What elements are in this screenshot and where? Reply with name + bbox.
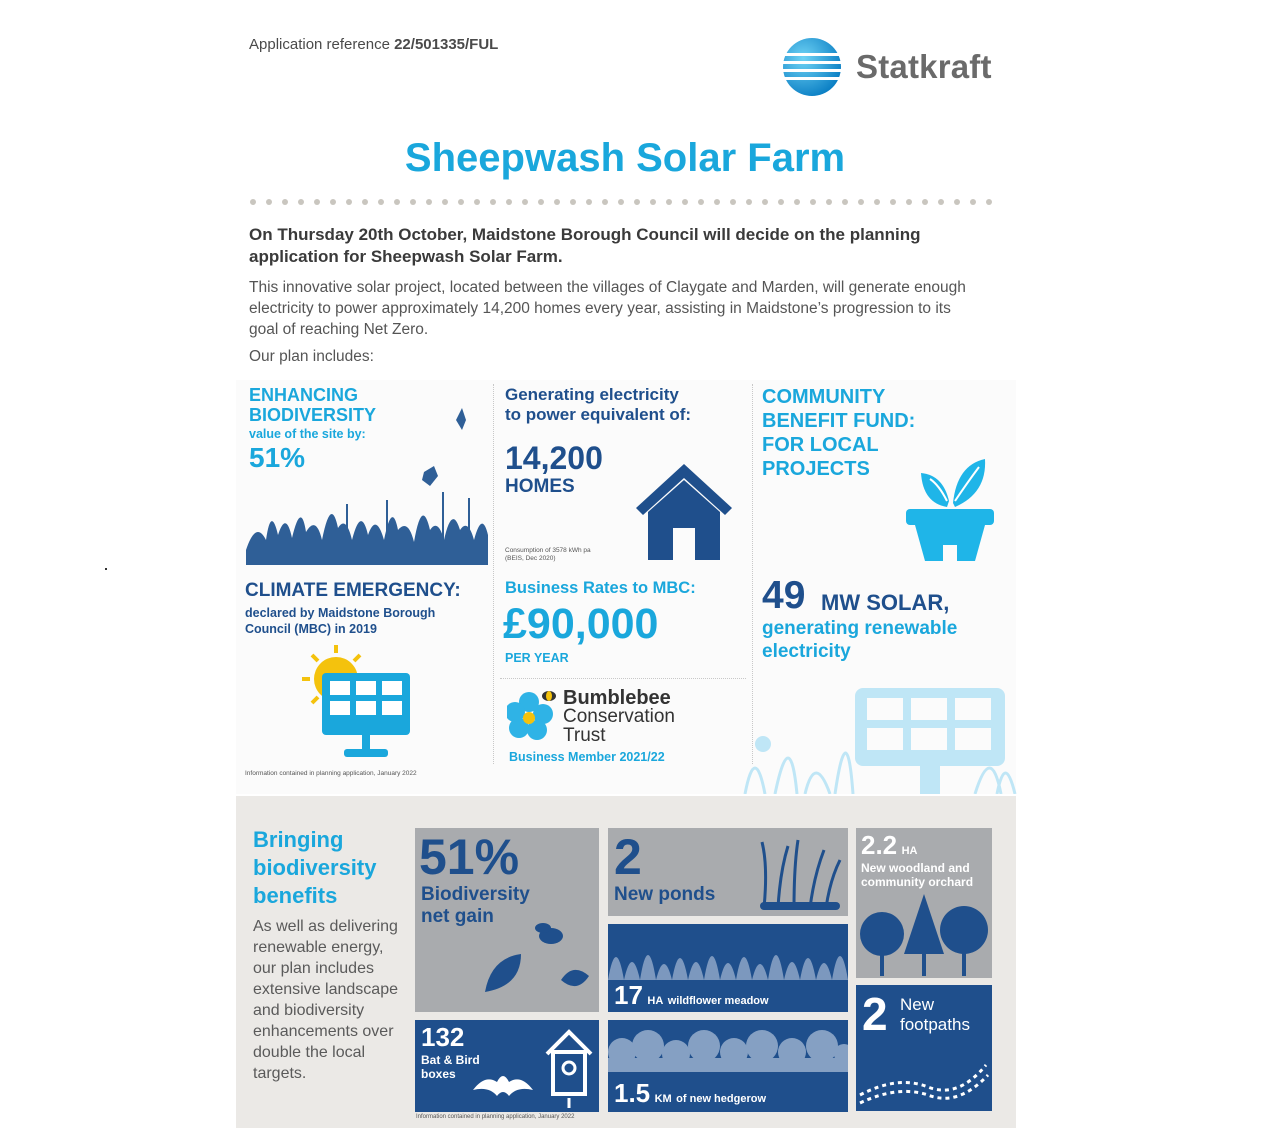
- climate-card-subtitle: [245, 605, 435, 637]
- divider-dot: [762, 199, 768, 205]
- plan-intro: Our plan includes:: [249, 348, 374, 365]
- label-line: Biodiversity: [421, 884, 530, 905]
- label-line: New woodland and: [861, 861, 970, 875]
- climate-card-title: CLIMATE EMERGENCY:: [245, 580, 461, 601]
- sun-solar-panel-icon: [300, 643, 416, 761]
- benefits-planning-note: Information contained in planning application, January 2022: [416, 1114, 575, 1120]
- planning-note: Information contained in planning application, January 2022: [245, 770, 417, 777]
- divider-dot: [522, 199, 528, 205]
- divider-dot: [650, 199, 656, 205]
- community-card-subtitle: [762, 433, 879, 481]
- sub-line: Council (MBC) in 2019: [245, 622, 377, 636]
- house-icon: [634, 462, 734, 560]
- divider-dot: [298, 199, 304, 205]
- bumblebee-trust-name: Conservation: [563, 706, 675, 727]
- reference-prefix: Application reference: [249, 36, 390, 53]
- stray-dot: [105, 568, 107, 570]
- divider-dot: [490, 199, 496, 205]
- divider-dot: [698, 199, 704, 205]
- hedgerow-icon: [608, 1024, 848, 1076]
- benefits-title: [253, 826, 376, 910]
- woodland-value: [861, 830, 918, 861]
- divider-dot: [826, 199, 832, 205]
- ponds-tile: [608, 828, 848, 916]
- solar-unit: MW SOLAR,: [821, 590, 950, 615]
- community-card-title: [762, 385, 915, 433]
- meadow-unit: HA: [647, 995, 664, 1007]
- net-gain-tile: [415, 828, 599, 1012]
- biodiversity-card-value: 51%: [249, 442, 306, 473]
- label-line: community orchard: [861, 875, 974, 889]
- benefits-text: As well as delivering renewable energy, our plan includes extensive landscape and biodiversity enhancements over double the local targets.: [253, 918, 398, 1082]
- bat-birdbox-icon: [465, 1024, 597, 1110]
- divider-dot: [746, 199, 752, 205]
- biodiversity-card-subtitle: value of the site by:: [249, 427, 366, 441]
- divider-dot: [330, 199, 336, 205]
- hedgerow-number: 1.5: [614, 1078, 651, 1108]
- meadow-butterflies-icon: [246, 400, 488, 565]
- divider-dot: [666, 199, 672, 205]
- divider-dot: [362, 199, 368, 205]
- plant-pot-icon: [903, 455, 997, 563]
- footpath-icon: [858, 1055, 990, 1105]
- divider-dot: [986, 199, 992, 205]
- intro-lead: On Thursday 20th October, Maidstone Borough Council will decide on the planning application for Sheepwash Solar Farm.: [249, 225, 921, 266]
- divider-dot: [506, 199, 512, 205]
- divider-dot: [426, 199, 432, 205]
- divider-dot: [282, 199, 288, 205]
- hedgerow-value: [614, 1078, 766, 1109]
- divider-dot: [538, 199, 544, 205]
- sub-line: FOR LOCAL: [762, 434, 879, 456]
- divider-dot: [346, 199, 352, 205]
- divider-dot: [842, 199, 848, 205]
- hedgerow-tile: [608, 1020, 848, 1112]
- label-line: footpaths: [900, 1015, 970, 1034]
- trees-icon: [858, 890, 990, 976]
- divider-dot: [714, 199, 720, 205]
- divider-dot: [634, 199, 640, 205]
- bumblebee-trust-name: Trust: [563, 725, 606, 746]
- sub-line: PROJECTS: [762, 458, 870, 480]
- note-line: (BEIS, Dec 2020): [505, 555, 556, 562]
- divider-dot: [922, 199, 928, 205]
- solar-subtitle: [762, 617, 957, 663]
- bee-leaves-icon: [481, 914, 593, 998]
- note-line: Consumption of 3578 kWh pa: [505, 547, 591, 554]
- divider-dot: [858, 199, 864, 205]
- net-gain-value: 51%: [419, 829, 520, 885]
- divider-dot: [874, 199, 880, 205]
- divider-dot: [618, 199, 624, 205]
- divider-dot: [682, 199, 688, 205]
- consumption-note: [505, 547, 591, 563]
- bat-bird-boxes-tile: [415, 1020, 599, 1112]
- divider-dot: [250, 199, 256, 205]
- reeds-icon: [754, 836, 844, 912]
- sub-line: electricity: [762, 641, 851, 662]
- divider-dot: [778, 199, 784, 205]
- divider-dot: [394, 199, 400, 205]
- rates-value: £90,000: [503, 600, 659, 648]
- divider-dot: [586, 199, 592, 205]
- rates-card-title: Business Rates to MBC:: [505, 579, 696, 597]
- divider-dot: [378, 199, 384, 205]
- title-line: BENEFIT FUND:: [762, 410, 916, 432]
- homes-value: 14,200: [505, 440, 603, 476]
- title-line: to power equivalent of:: [505, 405, 692, 424]
- label-line: New: [900, 995, 935, 1014]
- column-divider: [493, 384, 494, 764]
- divider-dot: [938, 199, 944, 205]
- woodland-number: 2.2: [861, 830, 898, 860]
- divider-dot: [890, 199, 896, 205]
- row-divider: [500, 678, 746, 679]
- divider-dot: [794, 199, 800, 205]
- woodland-label: [861, 861, 973, 889]
- page-title: Sheepwash Solar Farm: [404, 136, 846, 180]
- title-line: biodiversity: [253, 855, 377, 880]
- divider-dot: [554, 199, 560, 205]
- title-line: COMMUNITY: [762, 386, 886, 408]
- woodland-tile: [856, 828, 992, 978]
- title-line: ENHANCING: [249, 385, 359, 405]
- divider-dot: [970, 199, 976, 205]
- intro-body: This innovative solar project, located between the villages of Claygate and Marden, will generate enough electricity to power approximately 14,200 homes every year, assisting in Maidstone’s progression to its goal of reaching Net Zero.: [249, 279, 966, 338]
- rates-period: PER YEAR: [505, 651, 569, 665]
- divider-dot: [906, 199, 912, 205]
- divider-dot: [602, 199, 608, 205]
- footpaths-label: [900, 995, 970, 1035]
- electricity-card-title: [505, 385, 691, 425]
- dotted-divider: [249, 197, 1003, 207]
- woodland-unit: HA: [901, 845, 918, 857]
- divider-dot: [410, 199, 416, 205]
- ponds-value: 2: [614, 829, 642, 885]
- divider-dot: [954, 199, 960, 205]
- divider-dot: [266, 199, 272, 205]
- ponds-label: New ponds: [614, 884, 716, 905]
- title-line: benefits: [253, 883, 338, 908]
- sub-line: declared by Maidstone Borough: [245, 606, 436, 620]
- divider-dot: [442, 199, 448, 205]
- bumblebee-trust-name: Bumblebee: [563, 687, 671, 709]
- divider-dot: [474, 199, 480, 205]
- reference-number: 22/501335/FUL: [394, 36, 499, 53]
- meadow-label: wildflower meadow: [667, 995, 769, 1007]
- title-line: Bringing: [253, 827, 344, 852]
- hedgerow-unit: KM: [654, 1093, 672, 1105]
- footpaths-tile: [856, 985, 992, 1111]
- wildflower-icon: [608, 924, 848, 980]
- sub-line: generating renewable: [762, 618, 958, 639]
- solar-panel-flowers-icon: [735, 682, 1017, 794]
- title-line: Generating electricity: [505, 385, 679, 404]
- label-line: boxes: [421, 1067, 456, 1081]
- meadow-tile: [608, 924, 848, 1012]
- title-line: BIODIVERSITY: [249, 405, 377, 425]
- divider-dot: [810, 199, 816, 205]
- divider-dot: [730, 199, 736, 205]
- homes-label: HOMES: [505, 476, 575, 497]
- label-line: net gain: [421, 906, 494, 927]
- label-line: Bat & Bird: [421, 1053, 480, 1067]
- divider-dot: [314, 199, 320, 205]
- meadow-number: 17: [614, 980, 643, 1010]
- bumblebee-trust-logo: [507, 688, 563, 746]
- divider-dot: [458, 199, 464, 205]
- boxes-value: 132: [421, 1022, 465, 1052]
- divider-dot: [570, 199, 576, 205]
- meadow-value: [614, 980, 769, 1011]
- solar-value: 49: [762, 574, 806, 617]
- application-reference: [249, 36, 498, 53]
- hedgerow-label: of new hedgerow: [676, 1093, 767, 1105]
- footpaths-value: 2: [862, 988, 888, 1040]
- business-member-label: Business Member 2021/22: [509, 750, 665, 764]
- statkraft-logo-text: Statkraft: [856, 48, 992, 85]
